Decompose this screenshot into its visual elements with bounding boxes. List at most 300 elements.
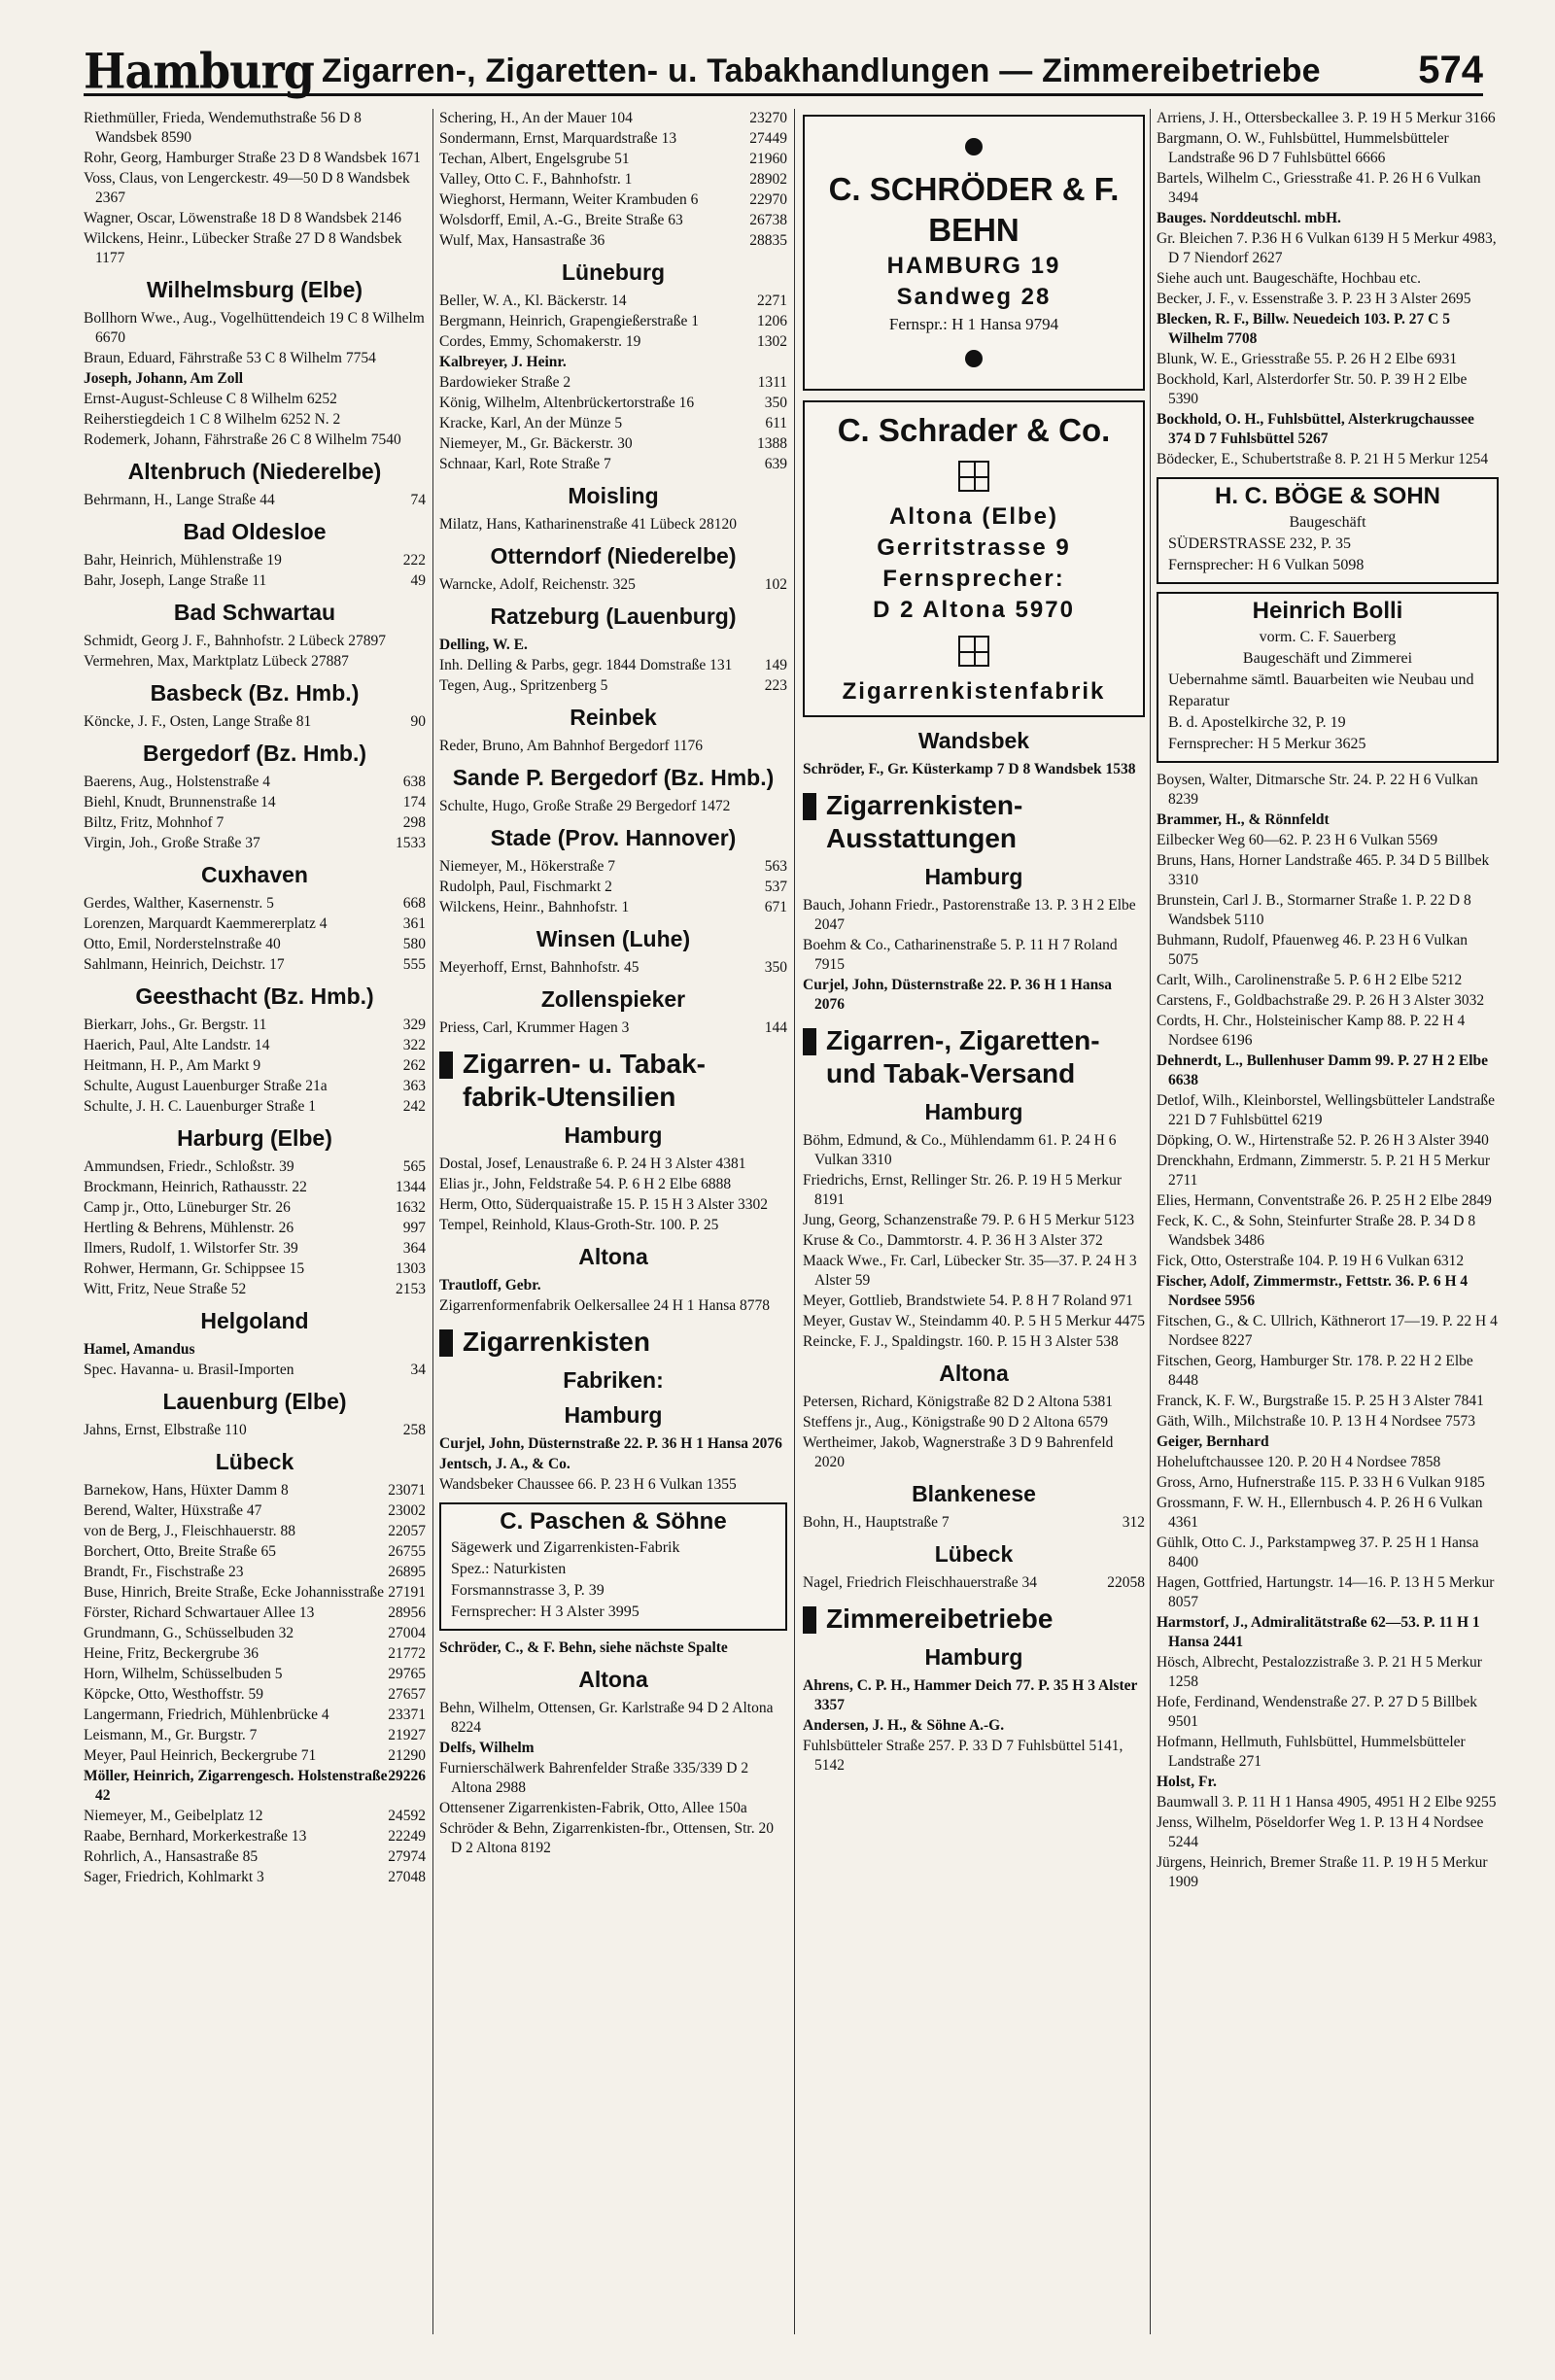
entry-text: Dostal, Josef, Lenaustraße 6. P. 24 H 3 Alster 4381 [439,1156,746,1172]
phone-number: 350 [764,959,787,976]
directory-entry [84,1868,426,1887]
directory-entry [84,1259,426,1279]
entry-text: Blecken, R. F., Billw. Neuedeich 103. P. 27 C 5 Wilhelm 7708 [1157,311,1450,347]
directory-entry [439,292,787,311]
directory-entry [1157,831,1499,850]
directory-entry [803,1171,1145,1210]
entry-text: Hoheluftchaussee 120. P. 20 H 4 Nordsee 7858 [1157,1454,1441,1470]
bar-title-text: Zigarrenkisten-Ausstattungen [826,790,1023,853]
entry-text: Heine, Fritz, Beckergrube 36 [84,1645,259,1662]
directory-entry [439,190,787,210]
phone-number: 27191 [388,1584,426,1601]
entry-text: Döpking, O. W., Hirtenstraße 52. P. 26 H 3 Alster 3940 [1157,1132,1489,1149]
phone-number: 555 [402,956,426,973]
phone-number: 174 [402,794,426,811]
section-heading: Otterndorf (Niederelbe) [490,543,737,569]
directory-entry [84,793,426,812]
directory-entry [803,1433,1145,1472]
directory-entry [84,712,426,732]
directory-entry [803,1393,1145,1412]
entry-text: Brunstein, Carl J. B., Stormarner Straße 1. P. 22 D 8 Wandsbek 5110 [1157,892,1471,928]
entry-text: Carlt, Wilh., Carolinenstraße 5. P. 6 H 2 Elbe 5212 [1157,972,1463,988]
entry-text: Wagner, Oscar, Löwenstraße 18 D 8 Wandsbek 2146 [84,210,401,226]
phone-number: 23002 [388,1502,426,1519]
directory-entry [84,349,426,368]
entry-text: Hamel, Amandus [84,1341,195,1358]
entry-text: Wilckens, Heinr., Lübecker Straße 27 D 8 Wandsbek 1177 [84,230,402,266]
phone-number: 580 [402,936,426,952]
entry-text: Schmidt, Georg J. F., Bahnhofstr. 2 Lübeck 27897 [84,633,387,649]
phone-number: 1303 [396,1260,426,1277]
directory-entry [84,1280,426,1299]
directory-entry [1157,1152,1499,1190]
phone-number: 28835 [749,232,787,249]
directory-entry [1157,1252,1499,1271]
entry-text: Carstens, F., Goldbachstraße 29. P. 26 H 3 Alster 3032 [1157,992,1485,1009]
entry-text: Bargmann, O. W., Fuhlsbüttel, Hummelsbütteler Landstraße 96 D 7 Fuhlsbüttel 6666 [1157,130,1449,166]
phone-number: 27974 [388,1848,426,1865]
phone-number: 611 [765,415,787,431]
directory-entry [84,1563,426,1582]
directory-entry [1157,350,1499,369]
entry-text: Bahr, Joseph, Lange Straße 11 [84,572,267,589]
section-heading: Hamburg [564,1122,663,1148]
phone-number: 27657 [388,1686,426,1703]
directory-entry [1157,1653,1499,1692]
advert-line: Fernsprecher: H 5 Merkur 3625 [1168,736,1366,752]
phone-number: 1311 [757,374,787,391]
directory-entry [84,813,426,833]
directory-entry [84,1157,426,1177]
entry-text: Bierkarr, Johs., Gr. Bergstr. 11 [84,1017,267,1033]
section-heading: Sande P. Bergedorf (Bz. Hmb.) [452,765,775,790]
advert-boege [1157,477,1499,584]
header-title: Zigarren-, Zigaretten- u. Tabakhandlungen — Zimmereibetriebe [322,52,1321,89]
directory-entry [1157,1693,1499,1732]
directory-entry [84,955,426,975]
cross-box-icon [958,636,989,667]
directory-entry [439,414,787,433]
advert-subtitle: Baugeschäft [1289,514,1366,531]
phone-number: 361 [402,915,426,932]
entry-text: Baerens, Aug., Holstenstraße 4 [84,774,270,790]
directory-entry [1157,1773,1499,1792]
bar-title-text: Zigarrenkisten [463,1327,650,1357]
entry-text: Bruns, Hans, Horner Landstraße 465. P. 34 D 5 Billbek 3310 [1157,852,1490,888]
directory-entry [1157,1012,1499,1051]
directory-entry [84,149,426,168]
phone-number: 23371 [388,1707,426,1723]
directory-entry [803,1413,1145,1432]
cross-box-icon [958,461,989,492]
entry-text: Horn, Wilhelm, Schüsselbuden 5 [84,1666,283,1682]
entry-text: Detlof, Wilh., Kleinborstel, Wellingsbütteler Landstraße 221 D 7 Fuhlsbüttel 6219 [1157,1092,1495,1128]
entry-text: Biehl, Knudt, Brunnenstraße 14 [84,794,276,811]
entry-text: Behn, Wilhelm, Ottensen, Gr. Karlstraße 94 D 2 Altona 8224 [439,1700,774,1736]
bar-title-text: Zimmereibetriebe [826,1604,1054,1634]
entry-text: Grossmann, F. W. H., Ellernbusch 4. P. 26 H 6 Vulkan 4361 [1157,1495,1483,1531]
advert-line: Sägewerk und Zigarrenkisten-Fabrik [451,1539,680,1556]
column-3 [803,109,1145,2363]
directory-entry [84,1827,426,1846]
phone-number: 22970 [749,191,787,208]
phone-number: 262 [402,1057,426,1074]
section-heading: Hamburg [924,1644,1023,1670]
entry-text: Wertheimer, Jakob, Wagnerstraße 3 D 9 Bahrenfeld 2020 [803,1434,1114,1470]
bar-mark [803,1028,816,1055]
entry-text: Heitmann, H. P., Am Markt 9 [84,1057,261,1074]
directory-entry [84,1056,426,1076]
directory-entry [84,1219,426,1238]
section-heading: Lübeck [215,1449,294,1474]
section-heading: Harburg (Elbe) [177,1125,332,1151]
directory-entry [1157,370,1499,409]
directory-entry [84,1542,426,1562]
phone-number: 21290 [388,1747,426,1764]
directory-entry [439,1699,787,1738]
entry-text: Hertling & Behrens, Mühlenstr. 26 [84,1220,294,1236]
phone-number: 364 [402,1240,426,1257]
entry-text: Fuhlsbütteler Straße 257. P. 33 D 7 Fuhlsbüttel 5141, 5142 [803,1738,1123,1774]
entry-text: Reder, Bruno, Am Bahnhof Bergedorf 1176 [439,738,704,754]
entry-text: Niemeyer, M., Hökerstraße 7 [439,858,616,875]
entry-text: Rohwer, Hermann, Gr. Schippsee 15 [84,1260,305,1277]
entry-text: Wilckens, Heinr., Bahnhofstr. 1 [439,899,630,915]
entry-text: Bödecker, E., Schubertstraße 8. P. 21 H 5 Merkur 1254 [1157,451,1489,467]
advert-line: Spez.: Naturkisten [451,1561,567,1577]
directory-entry [84,632,426,651]
directory-entry [803,760,1145,779]
entry-text: Fitschen, Georg, Hamburger Str. 178. P. 22 H 2 Elbe 8448 [1157,1353,1473,1389]
entry-text: Reiherstiegdeich 1 C 8 Wilhelm 6252 N. 2 [84,411,341,428]
phone-number: 565 [402,1158,426,1175]
entry-text: Brammer, H., & Rönnfeldt [1157,811,1330,828]
entry-text: Meyer, Gustav W., Steindamm 40. P. 5 H 5 Merkur 4475 [803,1313,1145,1329]
directory-entry [84,1847,426,1867]
directory-entry [84,1767,426,1806]
entry-text: Behrmann, H., Lange Straße 44 [84,492,275,508]
directory-entry [1157,1052,1499,1090]
directory-entry [84,1706,426,1725]
phone-number: 102 [764,576,787,593]
directory-entry [803,1676,1145,1715]
section-heading-bar [439,1326,787,1359]
directory-entry [439,797,787,816]
advert-title: H. C. BÖGE & SOHN [1214,483,1441,509]
entry-text: Raabe, Bernhard, Morkerkestraße 13 [84,1828,307,1845]
phone-number: 27004 [388,1625,426,1641]
entry-text: Schröder & Behn, Zigarrenkisten-fbr., Ottensen, Str. 20 D 2 Altona 8192 [439,1820,774,1856]
entry-text: Bockhold, Karl, Alsterdorfer Str. 50. P. 39 H 2 Elbe 5390 [1157,371,1468,407]
phone-number: 242 [402,1098,426,1115]
directory-entry [84,390,426,409]
directory-entry [1157,1392,1499,1411]
section-heading: Lübeck [934,1541,1014,1567]
advert-title: C. Schrader & Co. [837,412,1111,448]
entry-text: Delling, W. E. [439,637,528,653]
directory-entry [84,1807,426,1826]
directory-entry [1157,1733,1499,1772]
entry-text: Hofmann, Hellmuth, Fuhlsbüttel, Hummelsbütteler Landstraße 271 [1157,1734,1466,1770]
entry-text: Bergmann, Heinrich, Grapengießerstraße 1 [439,313,699,329]
directory-entry [84,1746,426,1766]
entry-text: Reincke, F. J., Spaldingstr. 160. P. 15 H 3 Alster 538 [803,1333,1119,1350]
directory-entry [803,1513,1145,1533]
entry-text: König, Wilhelm, Altenbrückertorstraße 16 [439,395,695,411]
section-heading: Blankenese [912,1481,1036,1506]
entry-text: Delfs, Wilhelm [439,1740,535,1756]
entry-text: Grundmann, G., Schüsselbuden 32 [84,1625,294,1641]
phone-number: 1206 [757,313,787,329]
entry-text: Franck, K. F. W., Burgstraße 15. P. 25 H 3 Alster 7841 [1157,1393,1484,1409]
entry-text: Bauch, Johann Friedr., Pastorenstraße 13. P. 3 H 2 Elbe 2047 [803,897,1136,933]
entry-text: Kruse & Co., Dammtorstr. 4. P. 36 H 3 Alster 372 [803,1232,1103,1249]
phone-number: 90 [410,713,426,730]
directory-entry [439,1799,787,1818]
bar-mark [439,1329,453,1357]
directory-entry [1157,851,1499,890]
directory-entry [439,898,787,917]
directory-entry [1157,1412,1499,1431]
directory-entry [84,369,426,389]
directory-entry [439,575,787,595]
entry-text: Fischer, Adolf, Zimmermstr., Fettstr. 36. P. 6 H 4 Nordsee 5956 [1157,1273,1469,1309]
entry-text: Zigarrenformenfabrik Oelkersallee 24 H 1 Hansa 8778 [439,1297,771,1314]
directory-entry [84,169,426,208]
directory-entry [439,1739,787,1758]
directory-entry [1157,1473,1499,1493]
section-heading: Wandsbek [917,728,1030,753]
section-heading: Altona [578,1244,648,1269]
entry-text: Andersen, J. H., & Söhne A.-G. [803,1717,1005,1734]
phone-number: 222 [402,552,426,569]
section-heading: Bad Schwartau [173,600,336,625]
entry-text: Otto, Emil, Norderstelnstraße 40 [84,936,281,952]
directory-entry [84,410,426,430]
phone-number: 49 [410,572,426,589]
directory-entry [84,1340,426,1360]
phone-number: 34 [410,1362,426,1378]
entry-text: Warncke, Adolf, Reichenstr. 325 [439,576,636,593]
advert-street: Sandweg 28 [896,284,1052,310]
directory-entry [439,958,787,978]
phone-number: 27449 [749,130,787,147]
entry-text: Rodemerk, Johann, Fährstraße 26 C 8 Wilhelm 7540 [84,431,401,448]
entry-text: Elies, Hermann, Conventstraße 26. P. 25 H 2 Elbe 2849 [1157,1192,1492,1209]
section-heading: Cuxhaven [201,862,308,887]
entry-text: Langermann, Friedrich, Mühlenbrücke 4 [84,1707,329,1723]
advert-line: Baugeschäft und Zimmerei [1242,650,1413,667]
bar-mark [803,793,816,820]
phone-number: 26738 [749,212,787,228]
phone-number: 22249 [388,1828,426,1845]
phone-number: 144 [764,1019,787,1036]
entry-text: Inh. Delling & Parbs, gegr. 1844 Domstraße 131 [439,657,733,673]
entry-text: Rohr, Georg, Hamburger Straße 23 D 8 Wandsbek 1671 [84,150,421,166]
directory-entry [1157,1212,1499,1251]
directory-entry [439,150,787,169]
section-heading-bar [439,1048,787,1114]
directory-entry [803,1573,1145,1593]
directory-entry [803,1211,1145,1230]
directory-entry [1157,1793,1499,1812]
advert-title: C. Paschen & Söhne [500,1508,727,1535]
advert-title: Heinrich Bolli [1252,598,1403,624]
entry-text: Joseph, Johann, Am Zoll [84,370,244,387]
directory-entry [439,878,787,897]
directory-entry [439,1434,787,1454]
entry-text: Techan, Albert, Engelsgrube 51 [439,151,630,167]
entry-text: Rudolph, Paul, Fischmarkt 2 [439,879,612,895]
directory-entry [84,109,426,148]
entry-text: Bockhold, O. H., Fuhlsbüttel, Alsterkrugchaussee 374 D 7 Fuhlsbüttel 5267 [1157,411,1474,447]
directory-entry [439,231,787,251]
directory-entry [1157,1272,1499,1311]
entry-text: Wulf, Max, Hansastraße 36 [439,232,605,249]
entry-text: Cordts, H. Chr., Holsteinischer Kamp 88. P. 22 H 4 Nordsee 6196 [1157,1013,1466,1049]
bar-title-text: Zigarren- u. Tabak-fabrik-Utensilien [463,1049,706,1112]
directory-entry [84,773,426,792]
entry-text: Sager, Friedrich, Kohlmarkt 3 [84,1869,264,1885]
entry-text: Bahr, Heinrich, Mühlenstraße 19 [84,552,282,569]
phone-number: 27048 [388,1869,426,1885]
entry-text: Hagen, Gottfried, Hartungstr. 14—16. P. 13 H 5 Merkur 8057 [1157,1574,1495,1610]
section-heading: Helgoland [200,1308,309,1333]
bar-mark [803,1606,816,1634]
directory-entry [84,1016,426,1035]
column-divider [1150,109,1151,2334]
directory-entry [1157,1312,1499,1351]
directory-entry [439,1296,787,1316]
directory-entry [1157,109,1499,128]
advert-schroeder-behn [803,115,1145,391]
entry-text: Rohrlich, A., Hansastraße 85 [84,1848,259,1865]
entry-text: Bauges. Norddeutschl. mbH. [1157,210,1341,226]
phone-number: 21927 [388,1727,426,1743]
entry-text: Brockmann, Heinrich, Rathausstr. 22 [84,1179,307,1195]
entry-text: Jahns, Ernst, Elbstraße 110 [84,1422,247,1438]
entry-text: Cordes, Emmy, Schomakerstr. 19 [439,333,641,350]
section-heading-bar [803,789,1145,855]
directory-entry [439,1455,787,1474]
entry-text: Fick, Otto, Osterstraße 104. P. 19 H 6 Vulkan 6312 [1157,1253,1465,1269]
entry-text: Feck, K. C., & Sohn, Steinfurter Straße 28. P. 34 D 8 Wandsbek 3486 [1157,1213,1476,1249]
phone-number: 668 [402,895,426,912]
directory-entry [1157,1432,1499,1452]
directory-entry [84,894,426,914]
entry-text: Holst, Fr. [1157,1774,1217,1790]
phone-number: 363 [402,1078,426,1094]
entry-text: Siehe auch unt. Baugeschäfte, Hochbau etc. [1157,270,1422,287]
section-heading: Wilhelmsburg (Elbe) [146,277,363,302]
phone-number: 23071 [388,1482,426,1499]
entry-text: Gross, Arno, Hufnerstraße 115. P. 33 H 6 Vulkan 9185 [1157,1474,1485,1491]
phone-number: 537 [764,879,787,895]
directory-entry [84,1604,426,1623]
phone-number: 639 [764,456,787,472]
directory-entry [1157,290,1499,309]
section-heading: Hamburg [564,1402,663,1428]
phone-number: 74 [410,492,426,508]
entry-text: Becker, J. F., v. Essenstraße 3. P. 23 H 3 Alster 2695 [1157,291,1471,307]
directory-entry [1157,450,1499,469]
entry-text: Niemeyer, M., Gr. Bäckerstr. 30 [439,435,633,452]
entry-text: Ernst-August-Schleuse C 8 Wilhelm 6252 [84,391,337,407]
directory-entry [1157,209,1499,228]
directory-entry [84,1481,426,1500]
advert-footer: Zigarrenkistenfabrik [842,678,1106,705]
entry-text: Drenckhahn, Erdmann, Zimmerstr. 5. P. 21 H 5 Merkur 2711 [1157,1153,1491,1189]
section-heading: Altenbruch (Niederelbe) [127,459,382,484]
directory-entry [84,309,426,348]
directory-entry [439,211,787,230]
directory-entry [439,1175,787,1194]
directory-entry [84,935,426,954]
directory-entry [1157,891,1499,930]
directory-entry [84,571,426,591]
phone-number: 23270 [749,110,787,126]
entry-text: Hösch, Albrecht, Pestalozzistraße 3. P. 21 H 5 Merkur 1258 [1157,1654,1482,1690]
entry-text: Ilmers, Rudolf, 1. Wilstorfer Str. 39 [84,1240,298,1257]
section-heading: Reinbek [570,705,657,730]
directory-entry [439,312,787,331]
entry-text: Dehnerdt, L., Bullenhuser Damm 99. P. 27 H 2 Elbe 6638 [1157,1052,1489,1088]
entry-text: Tegen, Aug., Spritzenberg 5 [439,677,608,694]
directory-entry [84,1361,426,1380]
directory-entry [84,229,426,268]
entry-text: Riethmüller, Frieda, Wendemuthstraße 56 D 8 Wandsbek 8590 [84,110,362,146]
directory-entry [439,394,787,413]
section-heading: Altona [578,1667,648,1692]
entry-text: Wandsbeker Chaussee 66. P. 23 H 6 Vulkan 1355 [439,1476,737,1493]
entry-text: Berend, Walter, Hüxstraße 47 [84,1502,262,1519]
directory-entry [1157,129,1499,168]
entry-text: Lorenzen, Marquardt Kaemmererplatz 4 [84,915,328,932]
phone-number: 26755 [388,1543,426,1560]
entry-text: Meyer, Paul Heinrich, Beckergrube 71 [84,1747,317,1764]
phone-number: 329 [402,1017,426,1033]
phone-number: 26895 [388,1564,426,1580]
phone-number: 638 [402,774,426,790]
directory-entry [84,1726,426,1745]
directory-entry [84,1583,426,1603]
entry-text: Steffens jr., Aug., Königstraße 90 D 2 Altona 6579 [803,1414,1108,1431]
directory-entry [84,551,426,570]
entry-text: Ottensener Zigarrenkisten-Fabrik, Otto, Allee 150a [439,1800,747,1816]
entry-text: Bohn, H., Hauptstraße 7 [803,1514,950,1531]
bar-mark [439,1052,453,1079]
directory-entry [84,914,426,934]
entry-text: Schulte, J. H. C. Lauenburger Straße 1 [84,1098,317,1115]
column-1 [84,109,426,2363]
directory-entry [1157,1131,1499,1151]
directory-entry [84,1644,426,1664]
directory-entry [439,1018,787,1038]
advert-phone: Fernspr.: H 1 Hansa 9794 [888,315,1059,333]
entry-text: Boysen, Walter, Ditmarsche Str. 24. P. 22 H 6 Vulkan 8239 [1157,772,1478,808]
advert-street: Gerritstrasse 9 [877,535,1071,561]
entry-text: Buse, Hinrich, Breite Straße, Ecke Johannisstraße [84,1584,385,1601]
entry-text: Haerich, Paul, Alte Landstr. 14 [84,1037,270,1053]
directory-entry [439,332,787,352]
directory-entry [1157,169,1499,208]
entry-text: Petersen, Richard, Königstraße 82 D 2 Altona 5381 [803,1394,1113,1410]
entry-text: Priess, Carl, Krummer Hagen 3 [439,1019,630,1036]
phone-number: 312 [1122,1514,1145,1531]
phone-number: 24592 [388,1808,426,1824]
entry-text: Kalbreyer, J. Heinr. [439,354,567,370]
section-heading: Altona [939,1361,1009,1386]
